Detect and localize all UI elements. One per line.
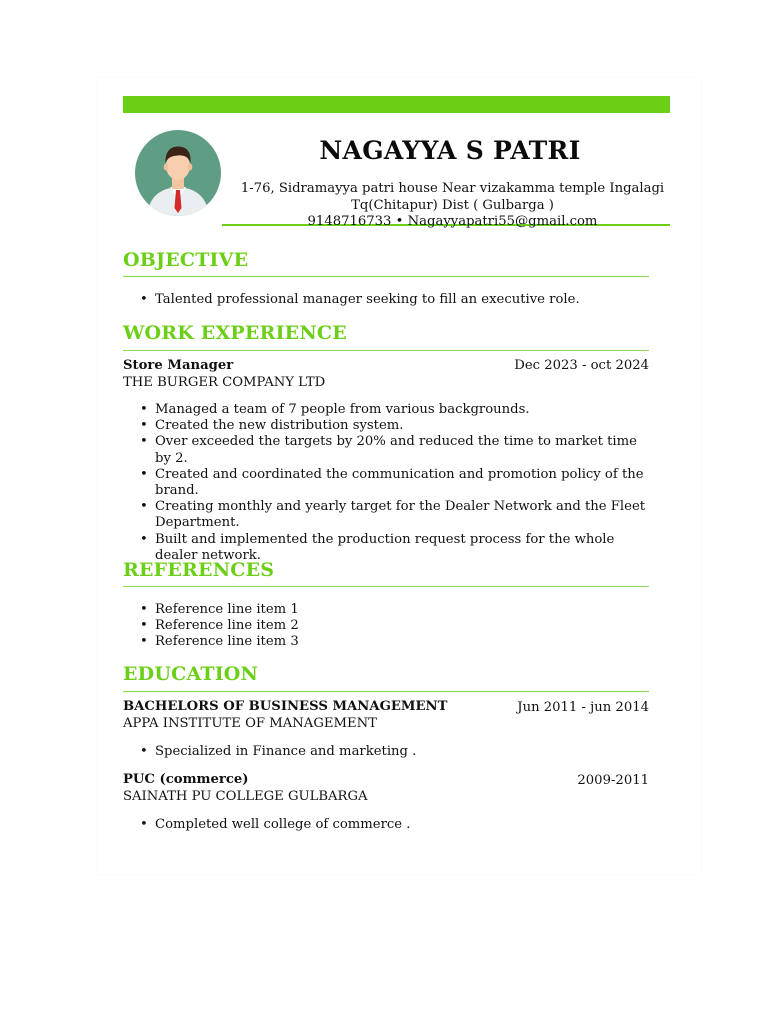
job-role: Store Manager: [123, 358, 234, 373]
header-accent-bar: [123, 96, 670, 113]
institution-name: SAINATH PU COLLEGE GULBARGA: [123, 789, 368, 804]
list-item: • Talented professional manager seeking to fill an executive role.: [123, 292, 649, 308]
contact-line: 9148716733 • Nagayyapatri55@gmail.com: [307, 214, 598, 229]
section-title-objective: OBJECTIVE: [123, 249, 249, 271]
section-divider: [123, 350, 649, 351]
section-divider: [123, 586, 649, 587]
job-duties-list: [123, 402, 649, 564]
list-item: • Reference line item 3: [123, 634, 649, 650]
degree-dates: Jun 2011 - jun 2014: [517, 700, 649, 715]
section-divider: [123, 276, 649, 277]
candidate-name: NAGAYYA S PATRI: [319, 136, 581, 165]
list-item: • Created and coordinated the communication and promotion policy of the brand.: [123, 467, 649, 499]
degree-dates: 2009-2011: [577, 773, 649, 788]
list-item: • Creating monthly and yearly target for the Dealer Network and the Fleet Department.: [123, 499, 649, 531]
section-divider: [123, 691, 649, 692]
list-item: • Reference line item 1: [123, 602, 649, 618]
section-title-references: REFERENCES: [123, 559, 275, 581]
address: [240, 181, 665, 214]
job-company: THE BURGER COMPANY LTD: [123, 375, 326, 390]
list-item: • Specialized in Finance and marketing .: [123, 744, 649, 760]
section-title-work-experience: WORK EXPERIENCE: [123, 322, 347, 344]
list-item: • Built and implemented the production request process for the whole dealer network.: [123, 532, 649, 564]
degree-title: PUC (commerce): [123, 772, 249, 787]
list-item: • Managed a team of 7 people from various backgrounds.: [123, 402, 649, 418]
job-dates: Dec 2023 - oct 2024: [514, 358, 649, 373]
institution-name: APPA INSTITUTE OF MANAGEMENT: [123, 716, 377, 731]
section-title-education: EDUCATION: [123, 663, 259, 685]
list-item: • Over exceeded the targets by 20% and reduced the time to market time by 2.: [123, 434, 649, 466]
person-avatar-icon: [135, 130, 221, 216]
references-list: [123, 602, 649, 651]
address-line-2: Tq(Chitapur) Dist ( Gulbarga ): [351, 197, 554, 213]
list-item: • Completed well college of commerce .: [123, 817, 649, 833]
education-details-list: [123, 744, 649, 760]
objective-list: [123, 292, 649, 308]
degree-title: BACHELORS OF BUSINESS MANAGEMENT: [123, 699, 448, 714]
list-item: • Created the new distribution system.: [123, 418, 649, 434]
address-line-1: 1-76, Sidramayya patri house Near vizakamma temple Ingalagi: [240, 181, 665, 196]
education-details-list: [123, 817, 649, 833]
list-item: • Reference line item 2: [123, 618, 649, 634]
